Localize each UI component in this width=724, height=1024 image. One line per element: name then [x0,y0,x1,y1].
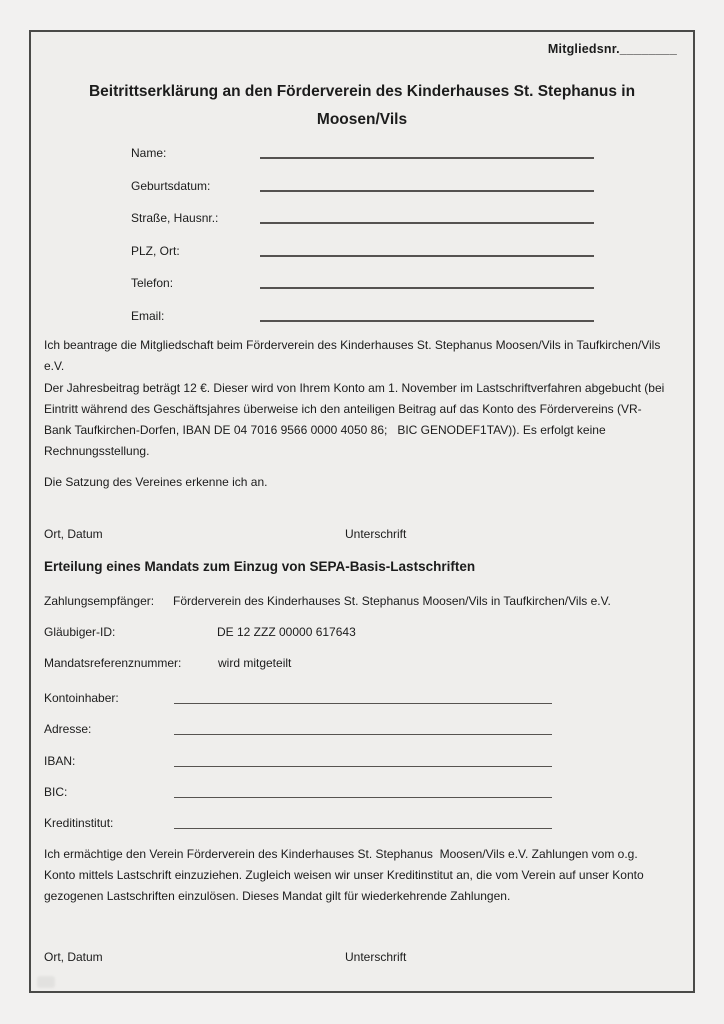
sepa-info-mandate-ref [44,656,684,670]
sepa-info-payee [44,594,684,608]
city-input-line[interactable] [260,243,594,257]
bank-input-line[interactable] [174,815,552,829]
address-input-line[interactable] [174,721,552,735]
sepa-section-heading: Erteilung eines Mandats zum Einzug von SEPA-Basis-Lastschriften [44,559,476,574]
signature-label: Unterschrift [345,950,407,964]
field-label: Telefon: [131,276,174,291]
personal-fields-section [131,145,594,341]
street-input-line[interactable] [260,210,594,224]
birthdate-input-line[interactable] [260,178,594,192]
mandate-ref-label: Mandatsreferenznummer: [44,656,182,670]
field-row-address [44,721,552,752]
bic-input-line[interactable] [174,784,552,798]
field-label: Kreditinstitut: [44,816,114,831]
field-label: IBAN: [44,753,76,768]
mandate-ref-value: wird mitgeteilt [218,656,292,670]
field-row-bic [44,784,552,815]
payee-value: Förderverein des Kinderhauses St. Stephanus Moosen/Vils in Taufkirchen/Vils e.V. [173,594,611,608]
field-label: PLZ, Ort: [131,243,180,258]
form-title-line1: Beitrittserklärung an den Förderverein des Kinderhauses St. Stephanus in [88,83,636,100]
email-input-line[interactable] [260,308,594,322]
field-label: Adresse: [44,722,92,737]
fee-paragraph: Der Jahresbeitrag beträgt 12 €. Dieser wird von Ihrem Konto am 1. November im Lastschriftverfahren abgebucht (bei Eintritt während des Geschäftsjahres überweise ich den anteiligen Beitrag auf das Konto des Fördervereins (VR-Bank Taufkirchen-Dorfen, IBAN DE 04 7016 9566 0000 4050 86; BIC GENODEF1TAV)). Es erfolgt keine Rechnungsstellung. [44,381,668,458]
place-date-label: Ort, Datum [44,527,103,541]
field-row-iban [44,753,552,784]
iban-input-line[interactable] [174,753,552,767]
place-date-label: Ort, Datum [44,950,103,964]
creditor-id-label: Gläubiger-ID: [44,625,116,639]
field-label: Kontoinhaber: [44,691,119,705]
field-row-birthdate [131,178,594,211]
mandate-paragraph: Ich ermächtige den Verein Förderverein des Kinderhauses St. Stephanus Moosen/Vils e.V. Zahlungen vom o.g. Konto mittels Lastschrift einzuziehen. Zugleich weisen wir unser Kreditinstitut an, die vom Verein auf unser Konto gezogenen Lastschriften einzulösen. Dieses Mandat gilt für wiederkehrende Zahlungen. [44,847,647,903]
phone-input-line[interactable] [260,275,594,289]
creditor-id-value: DE 12 ZZZ 00000 617643 [217,625,356,639]
signature-row-2 [44,950,666,966]
field-row-bank [44,815,552,846]
form-title [31,78,693,134]
signature-label: Unterschrift [345,527,407,541]
signature-row-1 [44,527,666,543]
form-page [29,30,695,993]
form-title-line2: Moosen/Vils [316,111,408,128]
field-label: BIC: [44,784,68,799]
field-row-street [131,210,594,243]
account-holder-input-line[interactable] [174,690,552,704]
payee-label: Zahlungsempfänger: [44,594,155,608]
field-row-phone [131,275,594,308]
scan-artifact-smudge [37,976,55,988]
sepa-info-creditor-id [44,625,684,639]
member-number-field[interactable]: Mitgliedsnr.________ [547,42,677,56]
field-row-city [131,243,594,276]
name-input-line[interactable] [260,145,594,159]
field-label: Straße, Hausnr.: [131,211,219,226]
membership-paragraph: Ich beantrage die Mitgliedschaft beim Förderverein des Kinderhauses St. Stephanus Moosen/Vils in Taufkirchen/Vils e.V. [44,338,664,373]
statute-paragraph: Die Satzung des Vereines erkenne ich an. [44,475,268,489]
field-label: Geburtsdatum: [131,178,211,193]
field-row-account-holder [44,690,552,721]
field-row-name [131,145,594,178]
field-label: Email: [131,308,165,323]
sepa-fields-section [44,690,552,846]
field-label: Name: [131,146,167,160]
